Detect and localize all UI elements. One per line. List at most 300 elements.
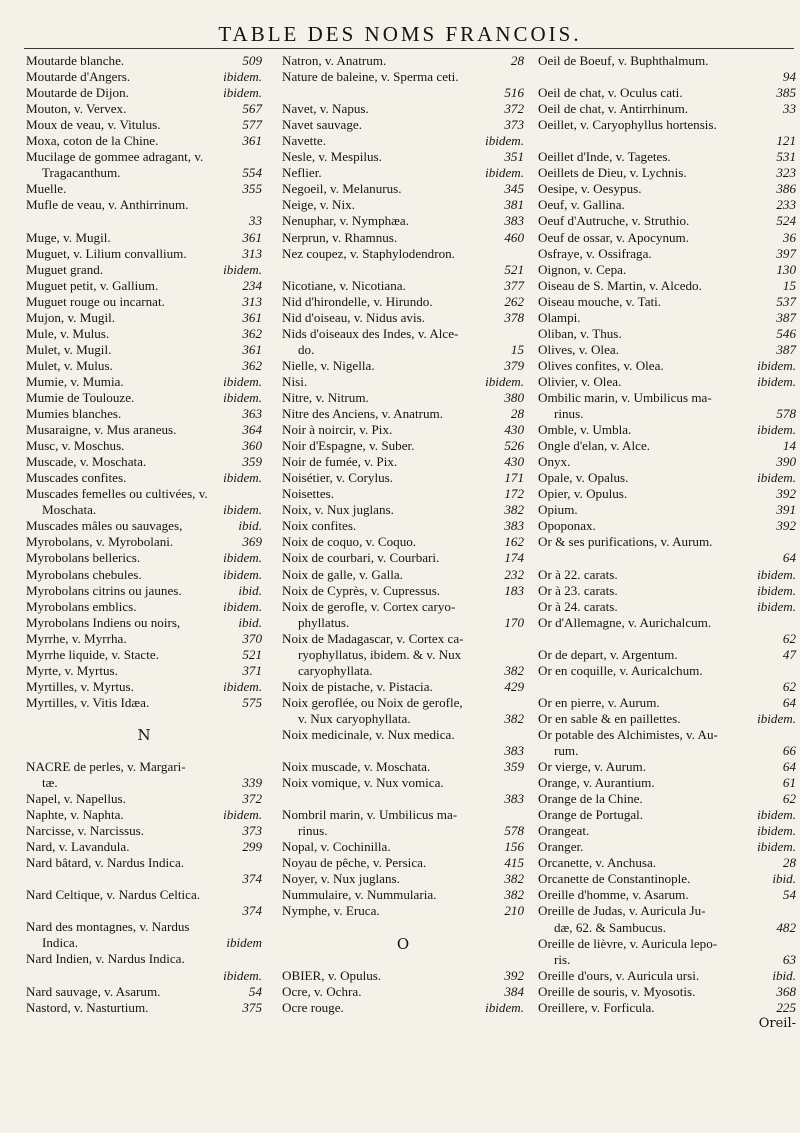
index-entry	[282, 438, 524, 454]
entry-term: Narcisse, v. Narcissus.	[26, 823, 145, 839]
page-reference: 373	[504, 117, 524, 133]
entry-term: Muguet rouge ou incarnat.	[26, 293, 165, 309]
entry-term: Nard bâtard, v. Nardus Indica.	[26, 855, 185, 871]
page-reference: ibidem.	[223, 373, 262, 389]
entry-term: Opium.	[538, 502, 578, 518]
entry-term: Muscades confites.	[26, 470, 127, 486]
entry-term: Nitre des Anciens, v. Anatrum.	[282, 406, 443, 422]
entry-term: Nicotiane, v. Nicotiana.	[282, 277, 406, 293]
page-reference: 299	[242, 839, 262, 855]
index-entry	[538, 807, 796, 823]
page-reference: 385	[776, 85, 796, 101]
index-entry	[538, 390, 796, 422]
entry-term: Mulet, v. Mulus.	[26, 357, 113, 373]
entry-term: Nenuphar, v. Nymphæa.	[282, 213, 409, 229]
index-entry	[26, 133, 262, 149]
entry-term: Orcanette, v. Anchusa.	[538, 855, 657, 871]
index-entry	[282, 518, 524, 534]
entry-term: Oeuf de ossar, v. Apocynum.	[538, 229, 689, 245]
entry-term: Mumie de Toulouze.	[26, 389, 135, 405]
page-reference: 383	[504, 791, 524, 807]
page-reference: ibid.	[772, 967, 796, 983]
entry-term: Nard des montagnes, v. Nardus	[26, 919, 190, 935]
index-entry	[282, 326, 524, 358]
page-reference: 382	[504, 871, 524, 887]
entry-term: Or d'Allemagne, v. Aurichalcum.	[538, 614, 712, 630]
page-reference: 370	[242, 630, 262, 646]
entry-continuation: caryophyllata.	[298, 662, 373, 678]
index-entry	[538, 486, 796, 502]
entry-term: Or à 24. carats.	[538, 598, 618, 614]
entry-term: Nummulaire, v. Nummularia.	[282, 887, 437, 903]
entry-term: Oreille d'homme, v. Asarum.	[538, 887, 689, 903]
entry-term: Nature de baleine, v. Sperma ceti.	[282, 69, 459, 85]
entry-term: Navet sauvage.	[282, 117, 362, 133]
catchword: Oreil-	[758, 1015, 796, 1031]
entry-term: Noix de Cyprès, v. Cupressus.	[282, 582, 441, 598]
entry-term: Myrobolans emblics.	[26, 598, 137, 614]
entry-term: Naphte, v. Naphta.	[26, 807, 124, 823]
entry-term: Oreille de Judas, v. Auricula Ju-	[538, 903, 706, 919]
index-entry	[538, 294, 796, 310]
page-reference: 379	[504, 357, 524, 373]
entry-term: Nid d'hirondelle, v. Hirundo.	[282, 293, 433, 309]
page-reference: ibidem.	[223, 389, 262, 405]
page-reference: 374	[242, 871, 262, 887]
index-entry	[26, 438, 262, 454]
entry-term: Musaraigne, v. Mus araneus.	[26, 422, 177, 438]
page-title: TABLE DES NOMS FRANCOIS.	[218, 22, 582, 46]
page-reference: 54	[248, 983, 262, 999]
entry-term: Muscades femelles ou cultivées, v.	[26, 486, 208, 502]
page-reference: 391	[776, 502, 796, 518]
page-reference: ibidem.	[757, 710, 796, 726]
page-reference: ibid.	[238, 518, 262, 534]
entry-term: Nymphe, v. Eruca.	[282, 903, 380, 919]
entry-term: Opier, v. Opulus.	[538, 486, 628, 502]
index-entry	[26, 647, 262, 663]
entry-term: Orange, v. Aurantium.	[538, 775, 655, 791]
index-entry	[26, 839, 262, 855]
entry-term: Nid d'oiseau, v. Nidus avis.	[282, 309, 425, 325]
page-reference: ibidem.	[757, 470, 796, 486]
entry-term: Oeillet, v. Caryophyllus hortensis.	[538, 117, 717, 133]
page-reference: 381	[504, 197, 524, 213]
index-entry	[26, 823, 262, 839]
index-entry	[26, 374, 262, 390]
entry-term: Moxa, coton de la Chine.	[26, 133, 159, 149]
page-reference: ibidem.	[757, 823, 796, 839]
index-entry	[538, 117, 796, 149]
index-entry	[26, 117, 262, 133]
page-reference: 47	[782, 646, 796, 662]
entry-term: Oeuf d'Autruche, v. Struthio.	[538, 213, 690, 229]
page-reference: 578	[776, 406, 796, 422]
entry-term: Mouton, v. Vervex.	[26, 101, 127, 117]
index-entry	[538, 791, 796, 807]
index-entry	[538, 518, 796, 534]
page-reference: 392	[776, 486, 796, 502]
page-reference: ibidem.	[223, 69, 262, 85]
page-reference: 378	[504, 309, 524, 325]
entry-term: Mule, v. Mulus.	[26, 325, 110, 341]
index-entry	[26, 326, 262, 342]
page-reference: ibidem.	[223, 678, 262, 694]
index-entry	[282, 294, 524, 310]
page-reference: 210	[504, 903, 524, 919]
page-reference: 233	[776, 197, 796, 213]
index-entry	[282, 775, 524, 807]
index-entry	[538, 823, 796, 839]
index-entry	[26, 230, 262, 246]
entry-term: Oeil de chat, v. Oculus cati.	[538, 85, 683, 101]
page-reference: 383	[504, 213, 524, 229]
page-reference: 361	[242, 133, 262, 149]
index-entry	[282, 887, 524, 903]
index-entry	[282, 165, 524, 181]
page-reference: 383	[504, 518, 524, 534]
index-entry	[26, 807, 262, 823]
index-entry	[282, 727, 524, 759]
entry-continuation: ryophyllatus, ibidem. & v. Nux	[298, 646, 462, 662]
entry-term: Myrtilles, v. Myrtus.	[26, 678, 134, 694]
page-reference: 359	[242, 454, 262, 470]
entry-term: Omble, v. Umbla.	[538, 422, 632, 438]
page-reference: 232	[504, 566, 524, 582]
entry-term: OBIER, v. Opulus.	[282, 967, 382, 983]
entry-term: Nisi.	[282, 373, 308, 389]
page-reference: 567	[242, 101, 262, 117]
index-entry	[538, 647, 796, 663]
entry-term: Oeil de Boeuf, v. Buphthalmum.	[538, 53, 709, 68]
entry-term: Musc, v. Moschus.	[26, 438, 125, 454]
page-reference: 14	[782, 438, 796, 454]
entry-term: Nard Indien, v. Nardus Indica.	[26, 951, 185, 967]
page-reference: 392	[776, 518, 796, 534]
page-reference: ibidem.	[223, 470, 262, 486]
entry-term: Nesle, v. Mespilus.	[282, 149, 382, 165]
index-entry	[282, 358, 524, 374]
index-entry	[538, 871, 796, 887]
page-reference: 361	[242, 309, 262, 325]
index-entry	[538, 936, 796, 968]
index-entry	[26, 181, 262, 197]
index-entry	[538, 759, 796, 775]
entry-term: Myrrhe liquide, v. Stacte.	[26, 646, 159, 662]
index-entry	[26, 406, 262, 422]
page-reference: 382	[504, 662, 524, 678]
index-entry	[538, 278, 796, 294]
entry-term: Oeil de chat, v. Antirrhinum.	[538, 101, 689, 117]
entry-term: Olivier, v. Olea.	[538, 373, 622, 389]
entry-term: Myrte, v. Myrtus.	[26, 662, 118, 678]
index-entry	[538, 246, 796, 262]
page-reference: 28	[782, 855, 796, 871]
index-entry	[538, 663, 796, 695]
index-entry	[26, 567, 262, 583]
index-entry	[282, 502, 524, 518]
index-entry	[538, 1000, 796, 1016]
entry-term: Nez coupez, v. Staphylodendron.	[282, 245, 455, 261]
page-reference: 384	[504, 983, 524, 999]
page-reference: 382	[504, 710, 524, 726]
page-reference: 373	[242, 823, 262, 839]
entry-term: Orange de Portugal.	[538, 807, 644, 823]
entry-term: Noir à noircir, v. Pix.	[282, 422, 393, 438]
entry-term: Or de depart, v. Argentum.	[538, 646, 678, 662]
entry-term: Noix de gerofle, v. Cortex caryo-	[282, 598, 456, 614]
index-entry	[538, 599, 796, 615]
entry-term: Negoeil, v. Melanurus.	[282, 181, 402, 197]
entry-term: Oiseau de S. Martin, v. Alcedo.	[538, 277, 702, 293]
entry-term: Nitre, v. Nitrum.	[282, 389, 369, 405]
page-reference: 170	[504, 614, 524, 630]
entry-continuation: dæ, 62. & Sambucus.	[554, 919, 667, 935]
entry-term: Mucilage de gommee adragant, v.	[26, 149, 204, 165]
page-reference: ibidem.	[757, 598, 796, 614]
entry-term: Oignon, v. Cepa.	[538, 261, 627, 277]
index-entry	[26, 919, 262, 951]
index-entry	[282, 695, 524, 727]
page-reference: 382	[504, 887, 524, 903]
entry-continuation: Indica.	[42, 935, 78, 951]
entry-term: Muguet grand.	[26, 261, 104, 277]
page-reference: 162	[504, 534, 524, 550]
page-reference: 372	[242, 791, 262, 807]
page-reference: 554	[242, 165, 262, 181]
page-reference: 577	[242, 117, 262, 133]
index-entry	[538, 262, 796, 278]
index-entry	[26, 69, 262, 85]
index-column-3	[538, 53, 796, 1031]
entry-term: Mujon, v. Mugil.	[26, 309, 115, 325]
entry-term: Onyx.	[538, 454, 571, 470]
page-reference: 36	[782, 229, 796, 245]
page-reference: 387	[776, 341, 796, 357]
index-entry	[538, 470, 796, 486]
entry-term: Myrobolans Indiens ou noirs,	[26, 614, 181, 630]
entry-term: Mumies blanches.	[26, 406, 122, 422]
entry-continuation: do.	[298, 341, 315, 357]
index-entry	[26, 887, 262, 919]
entry-term: Myrobolans, v. Myrobolani.	[26, 534, 174, 550]
index-entry	[282, 1000, 524, 1016]
page-reference: 537	[776, 293, 796, 309]
page-reference: 156	[504, 839, 524, 855]
page-reference: 64	[782, 694, 796, 710]
index-entry	[538, 438, 796, 454]
index-entry	[26, 550, 262, 566]
entry-term: Noix muscade, v. Moschata.	[282, 759, 431, 775]
page-reference: 171	[504, 470, 524, 486]
index-entry	[26, 262, 262, 278]
entry-continuation: Tragacanthum.	[42, 165, 121, 181]
page-reference: 355	[242, 181, 262, 197]
index-entry	[538, 567, 796, 583]
entry-term: Noix de courbari, v. Courbari.	[282, 550, 440, 566]
page-reference: ibidem.	[757, 566, 796, 582]
index-entry	[282, 53, 524, 69]
page-reference: ibidem.	[223, 807, 262, 823]
entry-term: Orange de la Chine.	[538, 791, 643, 807]
index-entry	[282, 213, 524, 229]
index-entry	[26, 390, 262, 406]
page-reference: 521	[242, 646, 262, 662]
entry-term: Osfraye, v. Ossifraga.	[538, 245, 652, 261]
page-reference: 33	[782, 101, 796, 117]
page-reference: 360	[242, 438, 262, 454]
index-entry	[26, 470, 262, 486]
entry-term: Moutarde de Dijon.	[26, 85, 129, 101]
index-entry	[282, 133, 524, 149]
page-reference: 429	[504, 678, 524, 694]
page-reference: 375	[242, 999, 262, 1015]
page-reference: 121	[776, 133, 796, 149]
entry-term: Oesipe, v. Oesypus.	[538, 181, 642, 197]
index-entry	[282, 406, 524, 422]
entry-term: Noyer, v. Nux juglans.	[282, 871, 400, 887]
entry-term: Or à 22. carats.	[538, 566, 618, 582]
entry-term: Noix de pistache, v. Pistacia.	[282, 678, 433, 694]
page-reference: 61	[782, 775, 796, 791]
index-entry	[538, 583, 796, 599]
page-reference: 362	[242, 325, 262, 341]
page-reference: 361	[242, 229, 262, 245]
index-entry	[26, 695, 262, 711]
entry-term: Napel, v. Napellus.	[26, 791, 126, 807]
entry-term: Ombilic marin, v. Umbilicus ma-	[538, 389, 712, 405]
entry-term: Noix medicinale, v. Nux medica.	[282, 726, 455, 742]
page-reference: ibidem	[226, 935, 262, 951]
page-reference: 386	[776, 181, 796, 197]
index-entry	[26, 310, 262, 326]
index-entry	[26, 855, 262, 887]
page-reference: ibid.	[238, 614, 262, 630]
page-reference: 183	[504, 582, 524, 598]
index-entry	[26, 615, 262, 631]
index-entry	[26, 759, 262, 791]
entry-continuation: rinus.	[554, 406, 584, 422]
entry-term: Oeillets de Dieu, v. Lychnis.	[538, 165, 687, 181]
index-entry	[282, 470, 524, 486]
index-entry	[538, 534, 796, 566]
page-reference: ibidem.	[223, 566, 262, 582]
index-entry	[538, 197, 796, 213]
index-entry	[26, 583, 262, 599]
page-reference: 172	[504, 486, 524, 502]
index-column-2	[282, 53, 524, 1016]
entry-term: Navette.	[282, 133, 326, 149]
index-entry	[538, 615, 796, 647]
index-entry	[282, 839, 524, 855]
page-reference: ibidem.	[223, 502, 262, 518]
index-entry	[282, 871, 524, 887]
index-entry	[538, 903, 796, 935]
page-reference: 575	[242, 694, 262, 710]
page-reference: ibidem.	[757, 373, 796, 389]
index-entry	[282, 599, 524, 631]
index-entry	[26, 679, 262, 695]
entry-term: Nard, v. Lavandula.	[26, 839, 130, 855]
index-entry	[538, 165, 796, 181]
entry-term: Oeuf, v. Gallina.	[538, 197, 625, 213]
entry-term: Oliban, v. Thus.	[538, 325, 622, 341]
page-reference: 374	[242, 903, 262, 919]
index-entry	[282, 197, 524, 213]
entry-term: Oreille de lièvre, v. Auricula lepo-	[538, 935, 718, 951]
page-reference: 33	[248, 213, 262, 229]
index-entry	[538, 422, 796, 438]
page-reference: ibidem.	[757, 807, 796, 823]
entry-term: Opale, v. Opalus.	[538, 470, 629, 486]
index-entry	[282, 631, 524, 679]
page-reference: 361	[242, 341, 262, 357]
entry-term: Muge, v. Mugil.	[26, 229, 111, 245]
entry-term: Or à 23. carats.	[538, 582, 618, 598]
index-entry	[26, 1000, 262, 1016]
entry-term: Nastord, v. Nasturtium.	[26, 999, 149, 1015]
entry-term: Muscades mâles ou sauvages,	[26, 518, 183, 534]
entry-term: Muscade, v. Moschata.	[26, 454, 147, 470]
index-entry	[282, 454, 524, 470]
index-entry	[282, 422, 524, 438]
entry-continuation: tæ.	[42, 774, 58, 790]
index-entry	[538, 502, 796, 518]
index-entry	[538, 358, 796, 374]
index-entry	[282, 278, 524, 294]
index-entry	[538, 342, 796, 358]
page-reference: 15	[510, 341, 524, 357]
entry-term: Or vierge, v. Aurum.	[538, 759, 647, 775]
index-entry	[538, 181, 796, 197]
entry-term: NACRE de perles, v. Margari-	[26, 758, 186, 774]
entry-continuation: v. Nux caryophyllata.	[298, 710, 411, 726]
index-entry	[26, 294, 262, 310]
page-reference: 62	[782, 678, 796, 694]
entry-term: Noix vomique, v. Nux vomica.	[282, 775, 444, 791]
index-entry	[282, 759, 524, 775]
index-entry	[282, 984, 524, 1000]
index-entry	[282, 310, 524, 326]
page-reference: ibidem.	[223, 85, 262, 101]
index-entry	[282, 390, 524, 406]
page-reference: 94	[782, 69, 796, 85]
index-entry	[26, 278, 262, 294]
page-reference: 371	[242, 662, 262, 678]
entry-term: Nids d'oiseaux des Indes, v. Alce-	[282, 325, 459, 341]
entry-term: Or en coquille, v. Auricalchum.	[538, 662, 703, 678]
index-entry	[26, 518, 262, 534]
page-reference: 382	[504, 502, 524, 518]
index-entry	[538, 984, 796, 1000]
entry-term: Myrobolans bellerics.	[26, 550, 141, 566]
page-reference: 364	[242, 422, 262, 438]
page-reference: 66	[782, 743, 796, 759]
page-reference: 460	[504, 229, 524, 245]
index-entry	[282, 181, 524, 197]
entry-term: Neige, v. Nix.	[282, 197, 355, 213]
entry-term: Oreille de souris, v. Myosotis.	[538, 983, 696, 999]
page-reference: 430	[504, 454, 524, 470]
entry-term: Ongle d'elan, v. Alce.	[538, 438, 651, 454]
page-reference: 390	[776, 454, 796, 470]
page-reference: 521	[504, 261, 524, 277]
entry-term: Nard sauvage, v. Asarum.	[26, 983, 161, 999]
page-reference: ibidem.	[757, 839, 796, 855]
page-reference: 369	[242, 534, 262, 550]
entry-term: Or potable des Alchimistes, v. Au-	[538, 726, 718, 742]
entry-term: Orangeat.	[538, 823, 590, 839]
